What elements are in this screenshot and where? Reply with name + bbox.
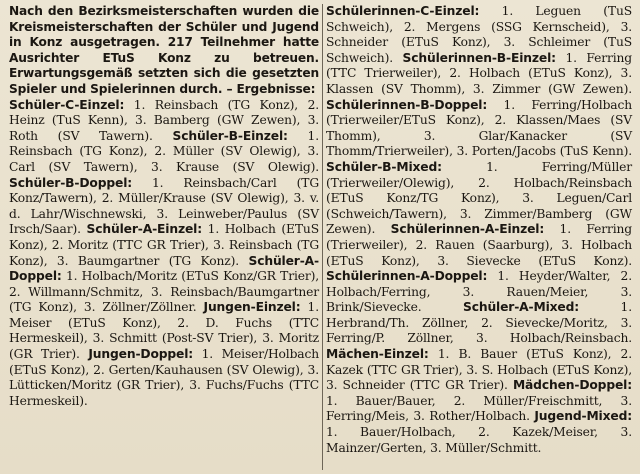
category-results: 1. Herbrand/Th. Zöllner, 2. Sievecke/Moritz, 3. Ferring/P. Zöllner, 3. Holbach/Reinsbach. <box>326 300 632 346</box>
category-label: Jugend-Mixed: <box>534 409 632 424</box>
category-label: Schüler-A-Mixed: <box>463 300 580 315</box>
category-results: 1. Reinsbach (TG Konz), 2. Müller (SV Olewig), 3. Carl (SV Tawern), 3. Krause (SV Olewig). <box>9 128 319 174</box>
category-label: Schüler-B-Einzel: <box>172 128 288 143</box>
category-label: Schüler-B-Doppel: <box>9 175 133 190</box>
category-results: 1. Reinsbach (TG Konz), 2. Heinz (TuS Kenn), 3. Bamberg (GW Zewen), 3. Roth (SV Tawern). <box>9 97 319 143</box>
category-results: 1. Holbach (ETuS Konz), 2. Moritz (TTC GR Trier), 3. Reinsbach (TG Konz), 3. Baumgartner (TG Konz). <box>9 222 319 268</box>
results-right <box>326 4 632 456</box>
category-results: 1. Reinsbach/Carl (TG Konz/Tawern), 2. Müller/Krause (SV Olewig), 3. v. d. Lahr/Wischnewski, 3. Leinweber/Paulus (SV Irsch/Saar). <box>9 175 319 237</box>
category-results: 1. Bauer/Holbach, 2. Kazek/Meiser, 3. Mainzer/Gerten, 3. Müller/Schmitt. <box>326 425 632 455</box>
category-results: 1. Leguen (TuS Schweich), 2. Mergens (SSG Kernscheid), 3. Schneider (ETuS Konz), 3. Schleimer (TuS Schweich). <box>326 4 632 65</box>
right-column <box>326 4 632 456</box>
category-label: Jungen-Doppel: <box>88 347 194 362</box>
category-results: 1. Ferring/Müller (Trierweiler/Olewig), 2. Holbach/Reinsbach (ETuS Konz/TG Konz), 3. Leguen/Carl (Schweich/Tawern), 3. Zimmer/Bamberg (GW Zewen). <box>326 159 632 237</box>
category-label: Schülerinnen-A-Doppel: <box>326 269 488 284</box>
category-label: Schüler-B-Mixed: <box>326 159 442 174</box>
category-results: 1. Ferring (TTC Trierweiler), 2. Holbach (ETuS Konz), 3. Klassen (SV Thomm), 3. Zimmer (GW Zewen). <box>326 50 632 96</box>
category-results: 1. Meiser (ETuS Konz), 2. D. Fuchs (TTC Hermeskeil), 3. Schmitt (Post-SV Trier), 3. Moritz (GR Trier). <box>9 300 319 362</box>
category-results: 1. Holbach/Moritz (ETuS Konz/GR Trier), 2. Willmann/Schmitz, 3. Reinsbach/Baumgartner (TG Konz), 3. Zöllner/Zöllner. <box>9 269 319 315</box>
category-label: Schüler-C-Einzel: <box>9 97 125 112</box>
category-results: 1. Ferring (Trierweiler), 2. Rauen (Saarburg), 3. Holbach (ETuS Konz), 3. Sievecke (ETuS Konz). <box>326 222 632 268</box>
category-label: Mächen-Einzel: <box>326 347 429 362</box>
left-column <box>9 4 319 409</box>
category-label: Schülerinnen-B-Doppel: <box>326 97 488 112</box>
category-results: 1. Ferring/Holbach (Trierweiler/ETuS Konz), 2. Klassen/Maes (SV Thomm), 3. Glar/Kanacker (SV Thomm/Trierweiler), 3. Porten/Jacobs (TuS Kenn). <box>326 97 632 159</box>
category-label: Mädchen-Doppel: <box>512 378 632 393</box>
category-label: Schülerinnen-C-Einzel: <box>326 4 480 18</box>
category-results: 1. Bauer/Bauer, 2. Müller/Freischmitt, 3. Ferring/Meis, 3. Rother/Holbach. <box>326 393 632 424</box>
category-label: Schüler-A-Einzel: <box>86 222 202 237</box>
category-results: 1. Heyder/Walter, 2. Holbach/Ferring, 3. Rauen/Meier, 3. Brink/Sievecke. <box>326 269 632 315</box>
article-intro: Nach den Bezirksmeisterschaften wurden die Kreismeisterschaften der Schüler und Jugend in Konz ausgetragen. 217 Teilnehmer hatte Ausrichter ETuS Konz zu betreuen. Erwartungsgemäß setzten sich die gesetzten Spieler und Spielerinnen durch. – Ergebnisse: <box>9 4 319 96</box>
results-left <box>9 98 319 410</box>
category-label: Schülerinnen-A-Einzel: <box>390 222 545 237</box>
category-label: Schülerinnen-B-Einzel: <box>402 50 556 65</box>
category-results: 1. B. Bauer (ETuS Konz), 2. Kazek (TTC GR Trier), 3. S. Holbach (ETuS Konz), 3. Schneider (TTC GR Trier). <box>326 347 632 393</box>
category-results: 1. Meiser/Holbach (ETuS Konz), 2. Gerten/Kauhausen (SV Olewig), 3. Lütticken/Moritz (GR Trier), 3. Fuchs/Fuchs (TTC Hermeskeil). <box>9 347 319 408</box>
category-label: Jungen-Einzel: <box>203 300 301 315</box>
category-label: Schüler-A-Doppel: <box>9 253 319 284</box>
column-divider <box>322 4 323 470</box>
